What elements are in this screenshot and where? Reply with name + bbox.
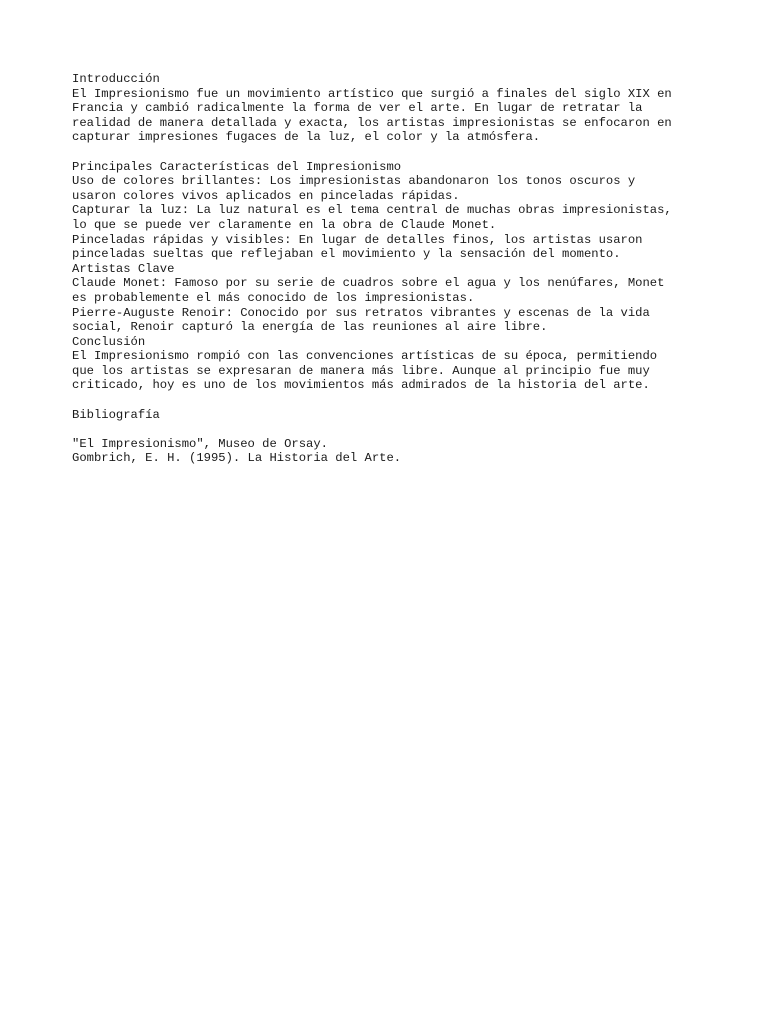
artist-item xyxy=(72,276,712,305)
artist-line: Claude Monet: Famoso por su serie de cuadros sobre el agua y los nenúfares, Monet xyxy=(72,276,665,291)
feature-item xyxy=(72,233,712,262)
intro-heading: Introducción xyxy=(72,72,160,86)
blank-line xyxy=(72,393,712,408)
artists-heading: Artistas Clave xyxy=(72,261,175,276)
bibliography-entry: Gombrich, E. H. (1995). La Historia del Arte. xyxy=(72,451,402,466)
bibliography-entry: "El Impresionismo", Museo de Orsay. xyxy=(72,436,328,451)
features-heading: Principales Características del Impresionismo xyxy=(72,159,402,174)
features-section xyxy=(72,160,712,262)
intro-line: capturar impresiones fugaces de la luz, el color y la atmósfera. xyxy=(72,130,541,145)
feature-item xyxy=(72,174,712,203)
intro-line: realidad de manera detallada y exacta, los artistas impresionistas se enfocaron en xyxy=(72,115,672,130)
feature-line: pinceladas sueltas que reflejaban el movimiento y la sensación del momento. xyxy=(72,247,621,262)
intro-line: El Impresionismo fue un movimiento artístico que surgió a finales del siglo XIX en xyxy=(72,86,672,101)
blank-line xyxy=(72,422,712,437)
conclusion-section xyxy=(72,335,712,393)
conclusion-line: que los artistas se expresaran de manera más libre. Aunque al principio fue muy xyxy=(72,363,650,378)
feature-item xyxy=(72,203,712,232)
artists-section xyxy=(72,262,712,335)
feature-line: lo que se puede ver claramente en la obra de Claude Monet. xyxy=(72,217,497,232)
feature-line: Pinceladas rápidas y visibles: En lugar de detalles finos, los artistas usaron xyxy=(72,232,643,247)
artist-line: es probablemente el más conocido de los impresionistas. xyxy=(72,290,475,305)
artist-line: social, Renoir capturó la energía de las reuniones al aire libre. xyxy=(72,320,548,335)
bibliography-heading: Bibliografía xyxy=(72,407,160,422)
feature-line: Uso de colores brillantes: Los impresionistas abandonaron los tonos oscuros y xyxy=(72,174,636,189)
feature-line: usaron colores vivos aplicados en pinceladas rápidas. xyxy=(72,188,460,203)
document-page xyxy=(72,72,712,466)
conclusion-heading: Conclusión xyxy=(72,334,146,349)
intro-section xyxy=(72,72,712,145)
intro-line: Francia y cambió radicalmente la forma de ver el arte. En lugar de retratar la xyxy=(72,101,643,116)
conclusion-line: criticado, hoy es uno de los movimientos más admirados de la historia del arte. xyxy=(72,378,650,393)
blank-line xyxy=(72,145,712,160)
feature-line: Capturar la luz: La luz natural es el tema central de muchas obras impresionistas, xyxy=(72,203,672,218)
artist-line: Pierre-Auguste Renoir: Conocido por sus retratos vibrantes y escenas de la vida xyxy=(72,305,650,320)
artist-item xyxy=(72,306,712,335)
bibliography-section xyxy=(72,408,712,466)
conclusion-line: El Impresionismo rompió con las convenciones artísticas de su época, permitiendo xyxy=(72,349,658,364)
